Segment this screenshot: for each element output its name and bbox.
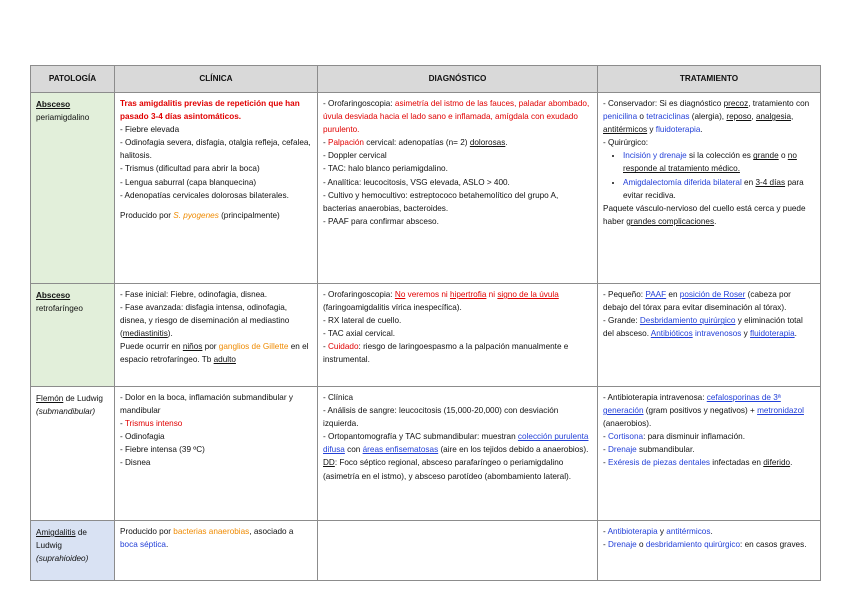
trat-item bbox=[603, 391, 815, 430]
text-run: niños bbox=[182, 342, 203, 352]
text-run: : para disminuir inflamación. bbox=[643, 432, 745, 442]
text-run: Puede ocurrir en bbox=[120, 342, 183, 352]
clinica-item bbox=[120, 417, 312, 430]
text-run: Cortisona bbox=[608, 432, 644, 442]
text-run: (faringoamigdalitis vírica inespecífica). bbox=[323, 303, 462, 313]
text-run: (anaerobios). bbox=[603, 419, 652, 429]
text-run: no responde al tratamiento médico. bbox=[623, 151, 797, 174]
text-run: fluidoterapia bbox=[655, 125, 701, 135]
text-run: . bbox=[794, 329, 797, 339]
text-run: áreas enfisematosas bbox=[362, 445, 439, 455]
table-row bbox=[31, 93, 821, 284]
text-run: fluidoterapia bbox=[750, 329, 795, 339]
text-run: bacterias anaerobias bbox=[173, 527, 250, 536]
text-run: boca séptica bbox=[120, 540, 166, 550]
text-run: veremos ni bbox=[405, 290, 450, 299]
trat-item bbox=[603, 538, 815, 551]
text-run: - bbox=[323, 138, 329, 148]
text-run: (alergia), bbox=[689, 112, 727, 122]
text-run: No bbox=[394, 290, 406, 299]
text-run: para evitar recidiva. bbox=[623, 177, 804, 200]
text-run: : en casos graves. bbox=[740, 540, 807, 550]
text-run: - bbox=[603, 527, 608, 536]
text-run: . bbox=[165, 540, 169, 550]
trat-item bbox=[603, 525, 815, 538]
text-run: , tratamiento con bbox=[748, 99, 810, 108]
trat-item bbox=[603, 314, 815, 340]
pathology-cell bbox=[31, 521, 115, 581]
tratamiento-cell bbox=[598, 93, 821, 284]
pathogen-name: S. pyogenes bbox=[173, 210, 219, 220]
text-run: (gram positivos y negativos) + bbox=[643, 406, 758, 416]
trat-item bbox=[603, 202, 815, 228]
text-run: , bbox=[751, 112, 756, 122]
diag-item: - PAAF para confirmar absceso. bbox=[323, 216, 439, 226]
text-run: tetraciclinas bbox=[646, 112, 690, 122]
text-run: cefalosporinas de 3ª generación bbox=[603, 393, 781, 416]
trat-item bbox=[603, 443, 815, 456]
text-run: - bbox=[323, 342, 329, 352]
text-run: - bbox=[603, 458, 609, 468]
table-row bbox=[31, 284, 821, 387]
text-run: ni bbox=[486, 290, 498, 299]
text-run: colección purulenta difusa bbox=[323, 432, 589, 455]
text-run: (cabeza por debajo del tórax para evitar diseminación al tórax). bbox=[603, 290, 791, 313]
diag-item: - RX lateral de cuello. bbox=[323, 316, 402, 326]
text-run: reposo bbox=[726, 112, 752, 122]
trat-item: - Quirúrgico: bbox=[603, 138, 649, 148]
diag-item bbox=[323, 136, 592, 149]
clinica-item bbox=[120, 327, 312, 340]
tratamiento-cell bbox=[598, 284, 821, 387]
pathology-name: Absceso bbox=[36, 291, 71, 300]
clinica-item: - Odinofagia severa, disfagia, otalgia refleja, cefalea, halitosis. bbox=[120, 138, 311, 161]
text-run: penicilina bbox=[603, 112, 638, 122]
header-row bbox=[31, 66, 821, 93]
pathology-cell bbox=[31, 387, 115, 521]
text-run: intravenosos bbox=[692, 329, 742, 339]
diag-item: - TAC axial cervical. bbox=[323, 329, 396, 339]
text-run: : riesgo de laringoespasmo a la palpación manualmente e instrumental. bbox=[323, 342, 569, 365]
clinica-item: - Odinofagia bbox=[120, 432, 165, 442]
text-run: - Conservador: Si es diagnóstico bbox=[603, 99, 724, 108]
clinica-intro: Tras amigdalitis previas de repetición que han pasado 3-4 días asintomáticos. bbox=[120, 99, 300, 122]
text-run: cervical: adenopatías (n= 2) bbox=[363, 138, 470, 148]
text-run: desbridamiento quirúrgico bbox=[645, 540, 741, 550]
text-run: Antibióticos bbox=[650, 329, 693, 339]
diag-item: - Análisis de sangre: leucocitosis (15,000-20,000) con desviación izquierda. bbox=[323, 406, 559, 429]
clinica-item: - Fase inicial: Fiebre, odinofagia, disnea. bbox=[120, 290, 267, 299]
text-run: hipertrofia bbox=[449, 290, 487, 299]
text-run: en bbox=[666, 290, 680, 299]
diag-item bbox=[323, 456, 592, 482]
text-run: (aire en los tejidos debido a anaerobios). bbox=[438, 445, 589, 455]
pathology-name-rest: periamigdalino bbox=[36, 113, 90, 123]
pathology-cell bbox=[31, 284, 115, 387]
pathology-subtitle: (submandibular) bbox=[36, 407, 96, 417]
text-run: Palpación bbox=[328, 138, 364, 148]
text-run: - bbox=[120, 419, 125, 429]
diag-item bbox=[323, 97, 592, 136]
trat-item bbox=[603, 456, 815, 469]
text-run: dolorosas bbox=[469, 138, 506, 148]
text-run: . bbox=[505, 138, 508, 148]
text-run: asimetría del istmo de las fauces, paladar abombado, úvula desviada hacia el lado sano e inflamada, amígdala con exudado purulento. bbox=[323, 99, 590, 135]
text-run: Producido por bbox=[120, 210, 174, 220]
diag-item: - TAC: halo blanco periamigdalino. bbox=[323, 164, 448, 174]
text-run: submandibular. bbox=[636, 445, 695, 455]
header-clinica: CLÍNICA bbox=[115, 66, 318, 93]
tratamiento-cell bbox=[598, 521, 821, 581]
diag-item: - Doppler cervical bbox=[323, 151, 387, 161]
table-row bbox=[31, 387, 821, 521]
text-run: Drenaje bbox=[608, 445, 637, 455]
text-run: . bbox=[700, 125, 703, 135]
text-run: y bbox=[741, 329, 751, 339]
text-run: diferido bbox=[763, 458, 791, 468]
text-run: o bbox=[637, 112, 647, 122]
clinica-item: - Disnea bbox=[120, 458, 151, 468]
header-tratamiento: TRATAMIENTO bbox=[598, 66, 821, 93]
clinica-cell bbox=[115, 521, 318, 581]
text-run: metronidazol bbox=[757, 406, 804, 416]
diag-item: - Cultivo y hemocultivo: estreptococo betahemolítico del grupo A, bacterias anaerobias, bacteroides. bbox=[323, 190, 559, 213]
clinica-cause bbox=[120, 209, 312, 222]
text-run: de Ludwig bbox=[63, 394, 103, 403]
text-run: - bbox=[603, 432, 609, 442]
pathology-name: Amigdalitis bbox=[36, 528, 76, 537]
pathology-name-rest: retrofaríngeo bbox=[36, 304, 83, 314]
text-run: - bbox=[603, 445, 609, 455]
text-run: en bbox=[741, 177, 756, 187]
clinica-item bbox=[120, 525, 312, 551]
tratamiento-cell bbox=[598, 387, 821, 521]
trat-bullet-list bbox=[603, 149, 815, 201]
text-run: o bbox=[778, 151, 788, 161]
text-run: Amigdalectomía diferida bilateral bbox=[623, 177, 742, 187]
text-run: : Foco séptico regional, absceso parafaríngeo o periamigdalino (asimetría en el istmo), y absceso parotídeo (abombamiento lateral). bbox=[323, 458, 572, 481]
pathology-subtitle: (suprahioideo) bbox=[36, 554, 89, 564]
text-run: antitérmicos bbox=[666, 527, 711, 536]
diag-item bbox=[323, 430, 592, 456]
text-run: posición de Roser bbox=[679, 290, 746, 299]
trat-item bbox=[603, 430, 815, 443]
list-item bbox=[623, 176, 815, 202]
text-run: - Orofaringoscopia: bbox=[323, 290, 395, 299]
text-run: Drenaje bbox=[608, 540, 637, 550]
diag-item bbox=[323, 288, 592, 314]
text-run: precoz bbox=[723, 99, 749, 108]
text-run: . bbox=[790, 458, 793, 468]
diagnostico-cell bbox=[318, 521, 598, 581]
text-run: - Grande: bbox=[603, 316, 640, 326]
text-run: ( bbox=[120, 329, 123, 339]
text-run: Antibioterapia bbox=[607, 527, 658, 536]
text-run: grandes complicaciones bbox=[626, 216, 715, 226]
text-run: , bbox=[791, 112, 794, 122]
text-run: y bbox=[647, 125, 656, 135]
clinica-item: - Adenopatías cervicales dolorosas bilaterales. bbox=[120, 190, 289, 200]
text-run: antitérmicos bbox=[603, 125, 648, 135]
pathology-name: Flemón bbox=[36, 394, 64, 403]
clinica-item: - Fase avanzada: disfagia intensa, odinofagia, disnea, y riesgo de diseminación al mediastino bbox=[120, 303, 290, 326]
text-run: mediastinitis bbox=[122, 329, 168, 339]
diag-item: - Analítica: leucocitosis, VSG elevada, ASLO > 400. bbox=[323, 177, 510, 187]
text-run: PAAF bbox=[645, 290, 667, 299]
text-run: por bbox=[202, 342, 219, 352]
text-run: ). bbox=[167, 329, 173, 339]
text-run: , asociado a bbox=[249, 527, 294, 536]
diagnostico-cell bbox=[318, 284, 598, 387]
text-run: adulto bbox=[213, 355, 236, 365]
diag-item: - Clínica bbox=[323, 393, 354, 402]
text-run: ganglios de Gillette bbox=[218, 342, 289, 352]
trat-item bbox=[603, 97, 815, 136]
text-run: . bbox=[714, 216, 717, 226]
clinica-item: - Dolor en la boca, inflamación submandibular y mandibular bbox=[120, 393, 293, 416]
list-item bbox=[623, 149, 815, 175]
text-run: y eliminación total del absceso. bbox=[603, 316, 803, 339]
clinica-item: - Lengua saburral (capa blanquecina) bbox=[120, 177, 257, 187]
text-run: analgesia bbox=[755, 112, 792, 122]
text-run: - Orofaringoscopia: bbox=[323, 99, 395, 108]
diagnostico-cell bbox=[318, 387, 598, 521]
text-run: con bbox=[344, 445, 363, 455]
clinica-item: - Fiebre intensa (39 ºC) bbox=[120, 445, 205, 455]
text-run: 3-4 días bbox=[755, 177, 786, 187]
text-run: en el espacio retrofaríngeo. Tb bbox=[120, 342, 309, 365]
text-run: DD bbox=[323, 458, 335, 468]
trat-item bbox=[603, 288, 815, 314]
text-run: - Pequeño: bbox=[603, 290, 646, 299]
clinica-cell bbox=[115, 284, 318, 387]
text-run: si la colección es bbox=[686, 151, 754, 161]
text-run: grande bbox=[753, 151, 779, 161]
text-run: - bbox=[603, 540, 609, 550]
text-run: signo de la úvula bbox=[497, 290, 559, 299]
text-run: Exéresis de piezas dentales bbox=[608, 458, 710, 468]
text-run: Paquete vásculo-nervioso del cuello está cerca y puede haber bbox=[603, 203, 806, 226]
clinica-cell bbox=[115, 387, 318, 521]
text-run: Desbridamiento quirúrgico bbox=[639, 316, 736, 326]
text-run: de Ludwig bbox=[36, 528, 87, 551]
text-run: (principalmente) bbox=[218, 210, 280, 220]
pathology-cell bbox=[31, 93, 115, 284]
text-run: - Antibioterapia intravenosa: bbox=[603, 393, 707, 402]
clinica-note bbox=[120, 340, 312, 366]
clinica-cell bbox=[115, 93, 318, 284]
diagnostico-cell bbox=[318, 93, 598, 284]
pathology-table bbox=[30, 65, 821, 581]
pathology-name: Absceso bbox=[36, 100, 71, 109]
clinica-item: - Trismus (dificultad para abrir la boca) bbox=[120, 164, 260, 174]
text-run: o bbox=[636, 540, 646, 550]
text-run: Cuidado bbox=[328, 342, 359, 352]
diag-item bbox=[323, 340, 592, 366]
text-run: . bbox=[710, 527, 713, 536]
text-run: Producido por bbox=[120, 527, 174, 536]
text-run: Incisión y drenaje bbox=[623, 151, 687, 161]
header-diagnostico: DIAGNÓSTICO bbox=[318, 66, 598, 93]
text-run: - Ortopantomografía y TAC submandibular: muestran bbox=[323, 432, 518, 442]
table-row bbox=[31, 521, 821, 581]
text-run: infectadas en bbox=[709, 458, 764, 468]
text-run: y bbox=[657, 527, 667, 536]
header-patologia: PATOLOGÍA bbox=[31, 66, 115, 93]
text-run: Trismus intenso bbox=[124, 419, 183, 429]
clinica-item: - Fiebre elevada bbox=[120, 125, 180, 135]
